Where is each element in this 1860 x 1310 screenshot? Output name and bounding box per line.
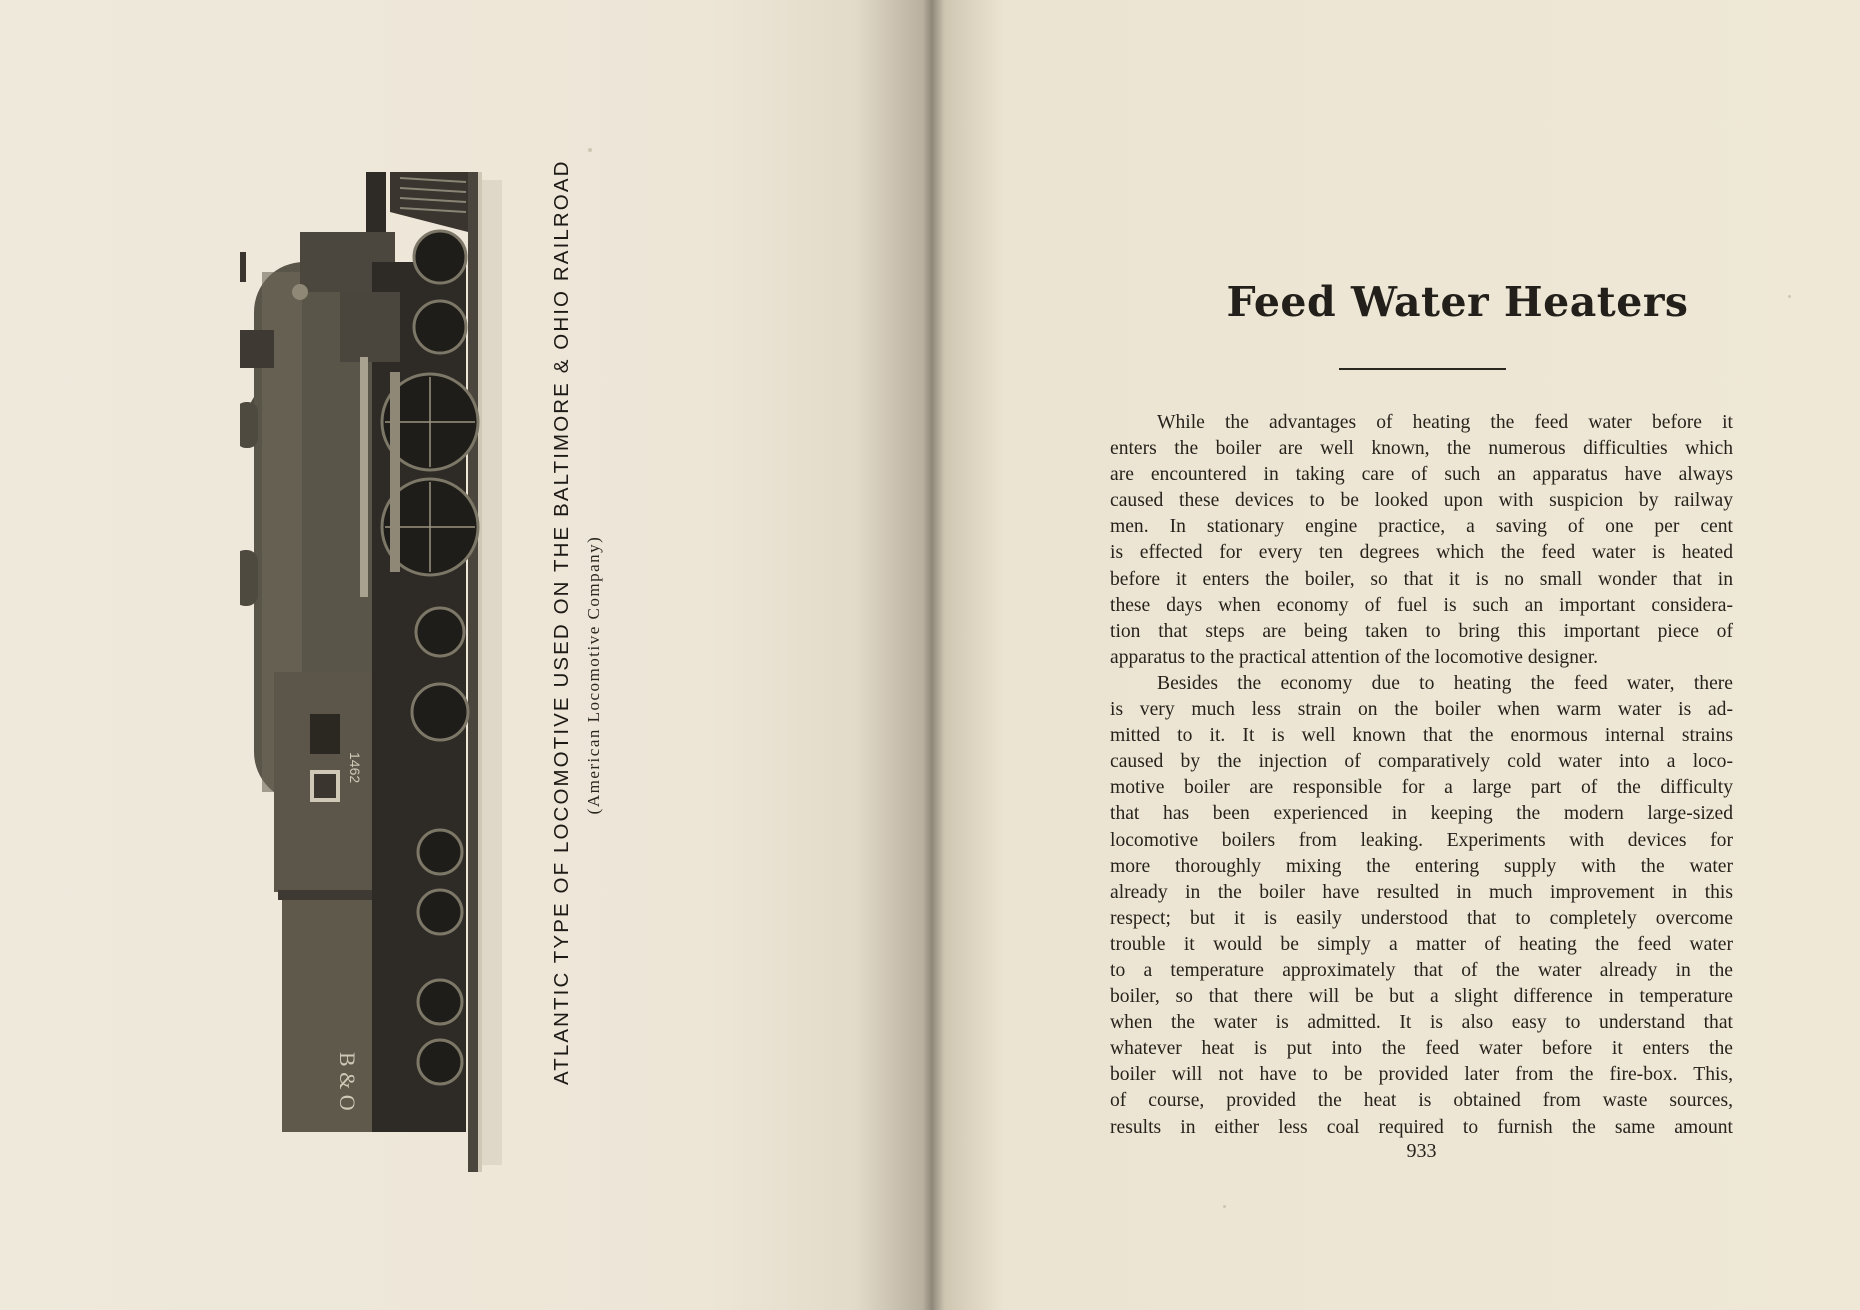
text-line: when the water is admitted. It is also easy to understand that <box>1110 1012 1733 1034</box>
text-line: tion that steps are being taken to bring this important piece of <box>1110 620 1733 642</box>
text-line: boiler, so that there will be but a slight difference in temperature <box>1110 986 1733 1008</box>
text-line: more thoroughly mixing the entering supply with the water <box>1110 855 1733 877</box>
tender-lettering: B & O <box>335 1052 360 1111</box>
text-line: to a temperature approximately that of the water already in the <box>1110 959 1733 981</box>
text-line: caused by the injection of comparatively cold water into a loco- <box>1110 751 1733 773</box>
right-page <box>935 0 1860 1310</box>
text-line: of course, provided the heat is obtained from waste sources, <box>1110 1090 1733 1112</box>
text-line: whatever heat is put into the feed water before it enters the <box>1110 1038 1733 1060</box>
paper-speck <box>1788 295 1791 298</box>
text-line: men. In stationary engine practice, a saving of one per cent <box>1110 516 1733 538</box>
text-line: is very much less strain on the boiler when warm water is ad- <box>1110 699 1733 721</box>
text-line: Besides the economy due to heating the feed water, there <box>1157 672 1733 694</box>
text-line: before it enters the boiler, so that it is no small wonder that in <box>1110 568 1733 590</box>
text-line: enters the boiler are well known, the numerous difficulties which <box>1110 438 1733 460</box>
text-line: are encountered in taking care of such an apparatus have always <box>1110 464 1733 486</box>
caption-title: ATLANTIC TYPE OF LOCOMOTIVE USED ON THE BALTIMORE & OHIO RAILROAD <box>550 159 573 1085</box>
text-line: locomotive boilers from leaking. Experiments with devices for <box>1110 829 1733 851</box>
text-line: caused these devices to be looked upon with suspicion by railway <box>1110 490 1733 512</box>
chapter-title: Feed Water Heaters <box>1226 278 1689 326</box>
body-text <box>1110 410 1733 1141</box>
text-line: trouble it would be simply a matter of heating the feed water <box>1110 933 1733 955</box>
text-line: motive boiler are responsible for a large part of the difficulty <box>1110 777 1733 799</box>
text-line: already in the boiler have resulted in much improvement in this <box>1110 881 1733 903</box>
text-line: is effected for every ten degrees which the feed water is heated <box>1110 542 1733 564</box>
title-rule <box>1339 368 1506 370</box>
page-number: 933 <box>1406 1140 1437 1162</box>
cab-number: 1462 <box>347 752 363 784</box>
paper-speck <box>1223 1205 1226 1208</box>
text-line: While the advantages of heating the feed water before it <box>1157 412 1733 433</box>
locomotive-photograph <box>240 172 510 1172</box>
plate-caption <box>545 159 615 1085</box>
text-line: boiler will not have to be provided later from the fire-box. This, <box>1110 1064 1733 1086</box>
text-line: these days when economy of fuel is such an important considera- <box>1110 594 1733 616</box>
left-page <box>0 0 925 1310</box>
text-line: results in either less coal required to furnish the same amount <box>1110 1116 1733 1138</box>
text-line: mitted to it. It is well known that the enormous internal strains <box>1110 725 1733 747</box>
text-line: that has been experienced in keeping the modern large-sized <box>1110 803 1733 825</box>
caption-credit: (American Locomotive Company) <box>584 535 603 815</box>
text-line: respect; but it is easily understood that to completely overcome <box>1110 907 1733 929</box>
text-line: apparatus to the practical attention of the locomotive designer. <box>1110 646 1599 668</box>
paper-speck <box>588 148 592 152</box>
